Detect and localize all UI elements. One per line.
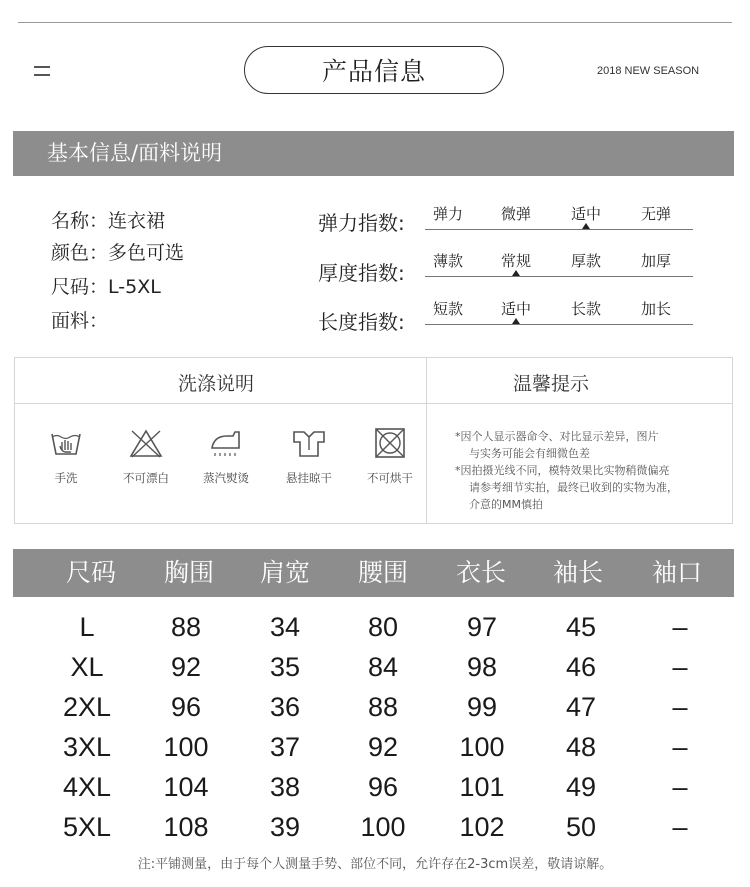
tip-line: 与实务可能会有细微色差 [469, 447, 590, 460]
wash-item-label: 不可烘干 [367, 471, 413, 485]
table-cell: – [672, 612, 688, 642]
index-scale [425, 203, 693, 233]
field-name: 名称：连衣裙 [51, 210, 166, 232]
tips-text [455, 428, 717, 513]
index-label: 弹力指数: [318, 211, 405, 235]
table-cell: 2XL [62, 692, 112, 722]
table-cell: L [79, 612, 95, 642]
table-cell: 80 [367, 612, 399, 642]
care-panel-header [14, 357, 733, 404]
table-cell: 104 [163, 772, 209, 802]
index-marker-icon [512, 318, 520, 324]
table-cell: 88 [367, 692, 399, 722]
index-label: 长度指数: [318, 310, 405, 334]
table-cell: – [672, 732, 688, 762]
tip-line: *因拍摄光线不同，模特效果比实物稍微偏亮 [455, 464, 670, 477]
table-cell: 96 [367, 772, 399, 802]
table-cell: 49 [565, 772, 597, 802]
index-option: 加长 [641, 300, 672, 318]
product-info-title: 产品信息 [244, 46, 504, 94]
table-row [0, 647, 750, 687]
table-row [0, 767, 750, 807]
table-cell: 100 [459, 732, 505, 762]
table-cell: 96 [170, 692, 202, 722]
table-cell: XL [70, 652, 104, 682]
table-cell: 46 [565, 652, 597, 682]
col-header: 袖长 [552, 558, 603, 587]
col-header: 衣长 [455, 558, 506, 587]
table-cell: 38 [269, 772, 301, 802]
table-cell: 34 [269, 612, 301, 642]
field-fabric: 面料： [51, 310, 109, 332]
table-cell: 98 [466, 652, 498, 682]
table-cell: 100 [163, 732, 209, 762]
steam-iron-icon [209, 428, 243, 458]
col-header: 腰围 [357, 558, 408, 587]
table-cell: – [672, 692, 688, 722]
table-cell: 92 [367, 732, 399, 762]
index-scale-line [425, 324, 693, 325]
table-cell: 36 [269, 692, 301, 722]
col-header: 袖口 [651, 558, 702, 587]
index-scale-line [425, 229, 693, 230]
table-cell: 3XL [62, 732, 112, 762]
table-cell: 47 [565, 692, 597, 722]
wash-item-label: 不可漂白 [123, 471, 169, 485]
table-cell: 101 [459, 772, 505, 802]
care-divider [426, 357, 427, 524]
table-row [0, 807, 750, 847]
tips-title: 温馨提示 [513, 373, 590, 395]
col-header: 胸围 [163, 558, 214, 587]
table-row [0, 687, 750, 727]
index-option: 加厚 [641, 252, 672, 270]
table-cell: 48 [565, 732, 597, 762]
wash-item-steam-iron [190, 428, 262, 486]
table-cell: 45 [565, 612, 597, 642]
wash-item-hang-dry [273, 428, 345, 486]
index-scale [425, 298, 693, 328]
table-cell: – [672, 812, 688, 842]
index-option: 适中 [501, 300, 532, 318]
table-row [0, 727, 750, 767]
table-cell: 37 [269, 732, 301, 762]
index-marker-icon [512, 270, 520, 276]
menu-icon[interactable] [34, 66, 50, 76]
index-option: 薄款 [433, 252, 464, 270]
no-bleach-icon [129, 428, 163, 458]
field-color: 颜色：多色可选 [51, 242, 185, 264]
table-cell: 97 [466, 612, 498, 642]
index-option: 常规 [501, 252, 532, 270]
top-rule [18, 22, 732, 23]
table-cell: – [672, 652, 688, 682]
table-cell: 35 [269, 652, 301, 682]
measurement-note: 注:平铺测量，由于每个人测量手势、部位不同，允许存在2-3cm误差，敬请谅解。 [137, 857, 613, 872]
col-header: 肩宽 [259, 558, 310, 587]
table-cell: 5XL [62, 812, 112, 842]
index-option: 弹力 [433, 205, 464, 223]
table-cell: – [672, 772, 688, 802]
table-cell: 92 [170, 652, 202, 682]
wash-instructions-title: 洗涤说明 [178, 373, 255, 395]
wash-item-hand-wash [30, 428, 102, 486]
table-cell: 100 [360, 812, 406, 842]
index-option: 长款 [571, 300, 602, 318]
basic-info-banner: 基本信息/面料说明 [13, 131, 734, 176]
wash-item-no-tumble-dry [354, 428, 426, 486]
table-row [0, 607, 750, 647]
table-cell: 39 [269, 812, 301, 842]
col-header: 尺码 [65, 558, 116, 587]
tip-line: *因个人显示器命令、对比显示差异，图片 [455, 430, 659, 443]
index-option: 无弹 [641, 205, 672, 223]
wash-item-label: 蒸汽熨烫 [203, 471, 249, 485]
tip-line: 请参考细节实拍，最终已收到的实物为准， [469, 481, 678, 494]
table-cell: 50 [565, 812, 597, 842]
index-scale [425, 250, 693, 280]
table-cell: 108 [163, 812, 209, 842]
table-cell: 4XL [62, 772, 112, 802]
wash-item-no-bleach [110, 428, 182, 486]
index-option: 适中 [571, 205, 602, 223]
table-cell: 102 [459, 812, 505, 842]
size-table-header [13, 549, 734, 597]
table-cell: 88 [170, 612, 202, 642]
no-tumble-dry-icon [373, 428, 407, 458]
index-option: 微弹 [501, 205, 532, 223]
index-option: 厚款 [571, 252, 602, 270]
index-scale-line [425, 276, 693, 277]
field-size: 尺码：L-5XL [51, 276, 161, 298]
wash-item-label: 悬挂晾干 [286, 471, 332, 485]
index-marker-icon [582, 223, 590, 229]
table-cell: 84 [367, 652, 399, 682]
tip-line: 介意的MM慎拍 [469, 498, 543, 511]
season-label: 2018 NEW SEASON [597, 65, 700, 77]
index-label: 厚度指数: [318, 261, 405, 285]
hang-dry-icon [292, 428, 326, 458]
hand-wash-icon [49, 428, 83, 458]
index-option: 短款 [433, 300, 464, 318]
wash-item-label: 手洗 [54, 471, 78, 485]
table-cell: 99 [466, 692, 498, 722]
